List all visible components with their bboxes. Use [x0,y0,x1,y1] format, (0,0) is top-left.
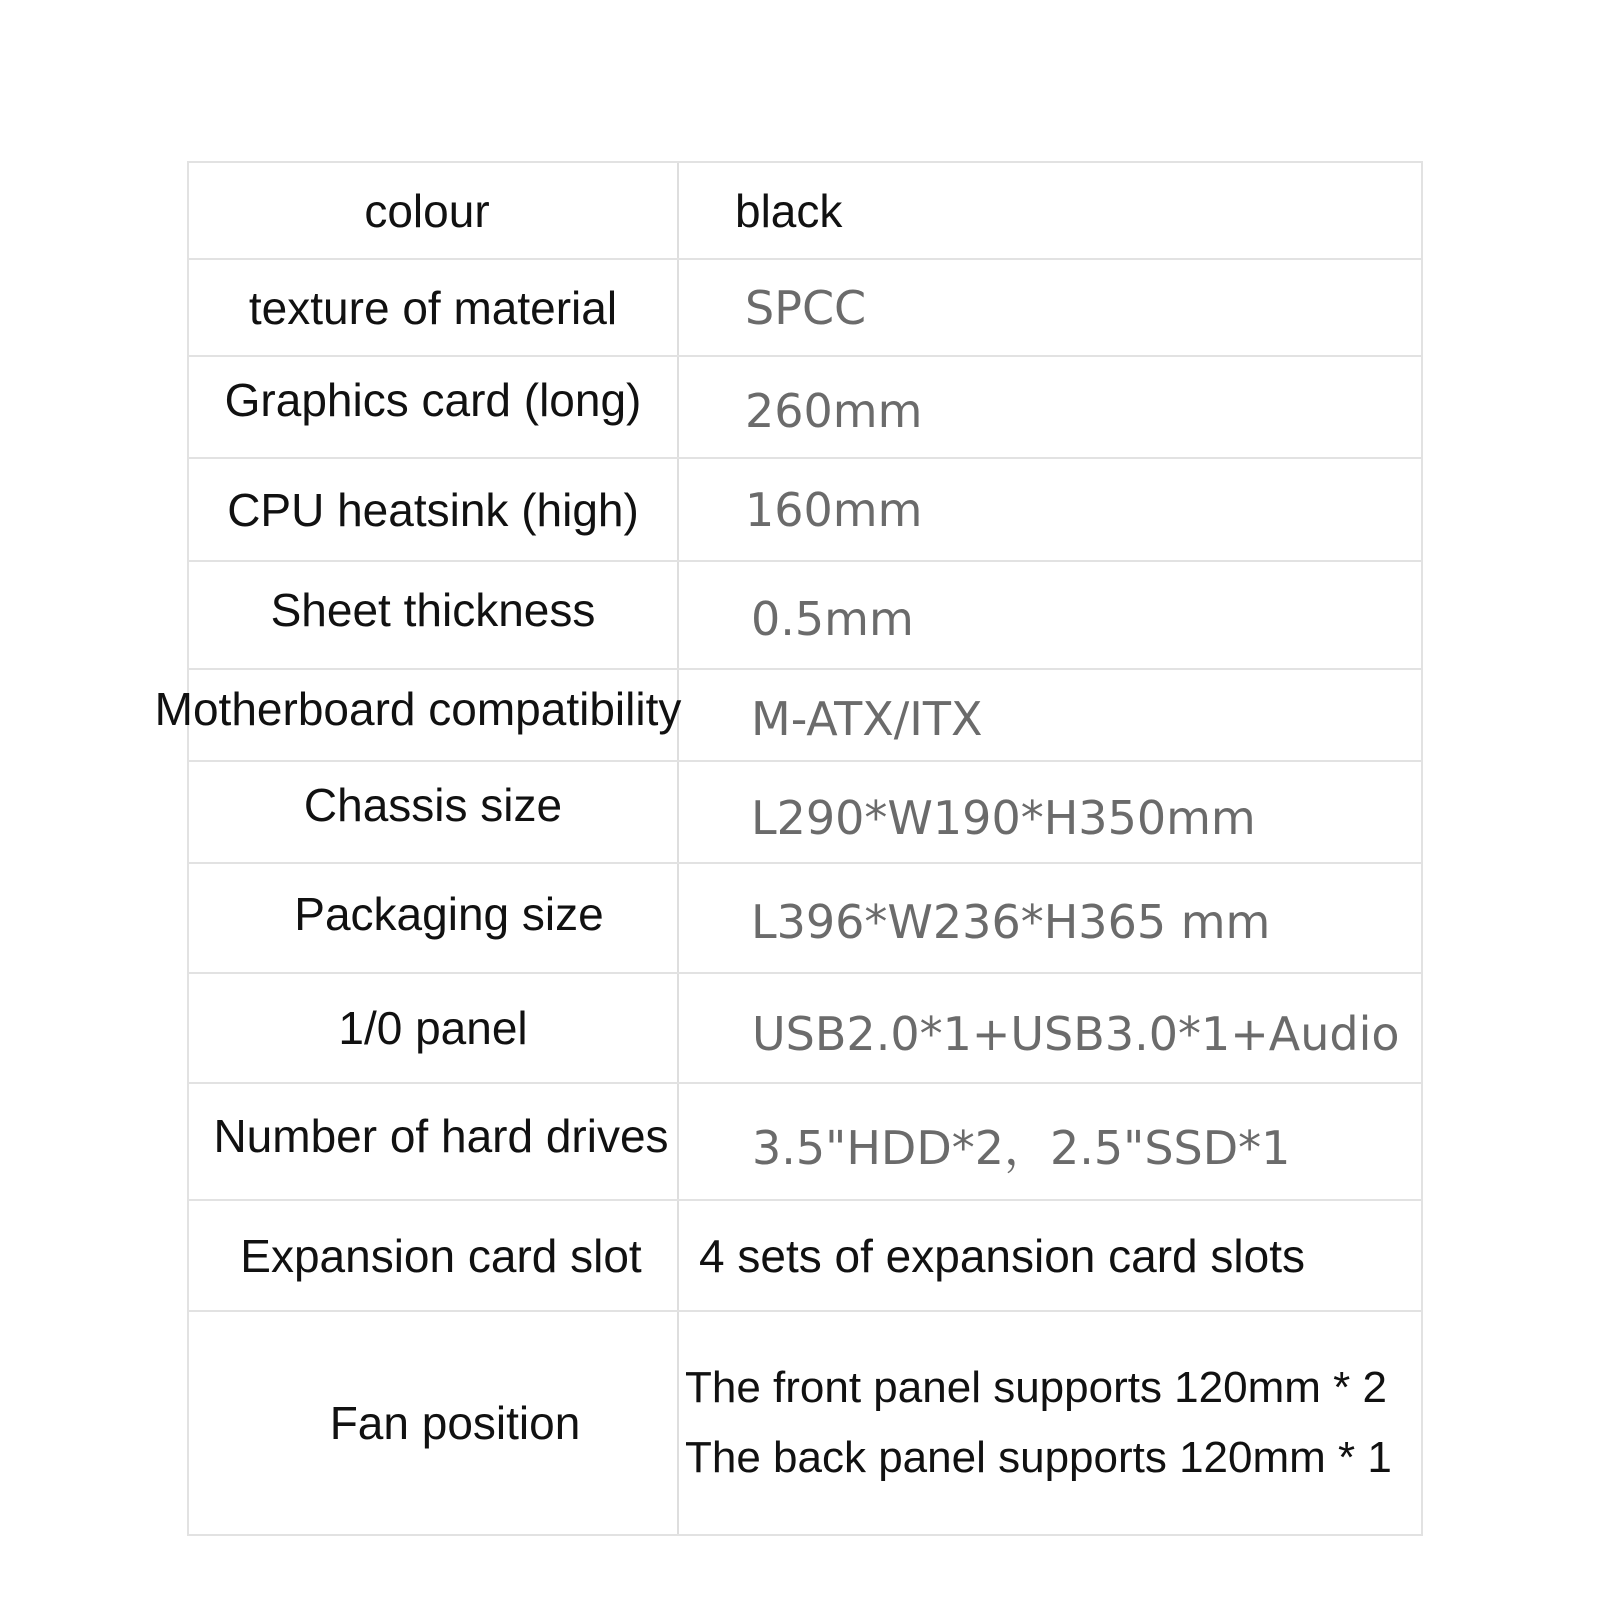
spec-value: 0.5mm [751,592,914,646]
spec-row-hard-drives [189,1084,1421,1201]
spec-label: colour [364,184,490,237]
spec-row-io-panel [189,974,1421,1084]
spec-row-expansion-slot [189,1201,1421,1312]
spec-label: Fan position [329,1397,581,1449]
spec-value: M-ATX/ITX [751,692,983,746]
spec-row-fan-position [189,1312,1421,1534]
spec-row-chassis-size [189,762,1421,864]
spec-row-sheet-thickness [189,562,1421,670]
spec-value: SPCC [745,280,867,335]
spec-value: 4 sets of expansion card slots [699,1229,1305,1282]
spec-row-colour [189,163,1421,260]
spec-value: 160mm [745,482,923,537]
spec-value: 260mm [745,384,923,438]
spec-value: 3.5"HDD*2，2.5"SSD*1 [752,1120,1291,1175]
spec-label: Expansion card slot [240,1229,642,1282]
spec-label: CPU heatsink (high) [227,483,639,536]
spec-label: texture of material [248,281,618,334]
spec-row-packaging-size [189,864,1421,974]
spec-table [154,161,1423,1536]
spec-value-line: The back panel supports 120mm * 1 [685,1433,1392,1482]
spec-label: Sheet thickness [270,584,596,636]
spec-label: Chassis size [303,779,563,831]
spec-label: Graphics card (long) [224,374,642,426]
spec-label: Packaging size [294,888,604,940]
spec-label: Number of hard drives [213,1109,669,1162]
spec-value: USB2.0*1+USB3.0*1+Audio [752,1007,1400,1061]
spec-label: Motherboard compatibility [154,683,682,735]
spec-label: 1/0 panel [338,1002,528,1054]
spec-row-cpu-heatsink [189,459,1421,562]
spec-value: black [735,184,843,237]
spec-value: L396*W236*H365 mm [751,895,1271,949]
spec-row-motherboard [154,670,1421,762]
spec-row-material [189,260,1421,357]
spec-value-line: The front panel supports 120mm * 2 [685,1363,1387,1412]
spec-value-lines [685,1312,1392,1534]
spec-row-graphics-card [189,357,1421,459]
spec-value: L290*W190*H350mm [751,791,1256,845]
